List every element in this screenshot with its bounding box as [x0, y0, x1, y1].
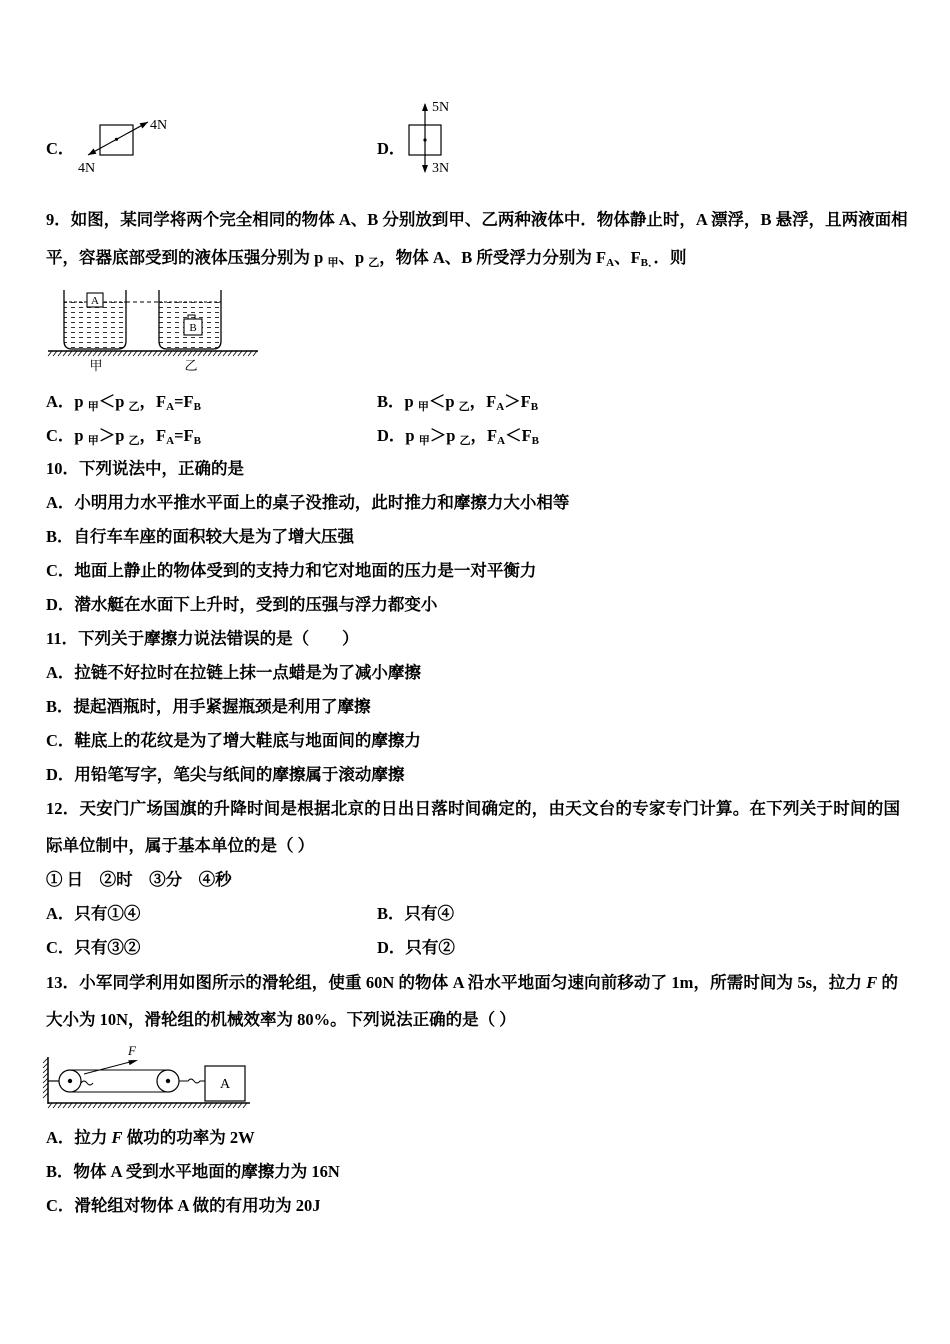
subscript: A — [166, 401, 175, 413]
q10-option-d: D．潜水艇在水面下上升时，受到的压强与浮力都变小 — [46, 595, 438, 614]
subscript: 乙 — [128, 435, 140, 447]
subscript: 乙 — [459, 435, 471, 447]
fixed-pulley-axle — [68, 1079, 72, 1083]
q8-option-c-force-diagram — [70, 112, 180, 178]
text-run: ，F — [470, 426, 498, 445]
subscript: 甲 — [87, 435, 99, 447]
q13-pulley-figure — [40, 1045, 255, 1109]
text-run: C．p — [46, 426, 88, 445]
q8-option-d-force-diagram — [395, 95, 465, 179]
arrowhead-down-icon — [422, 165, 428, 173]
q10-option-b: B．自行车车座的面积较大是为了增大压强 — [46, 527, 355, 546]
text-run: ，物体 A、B 所受浮力分别为 F — [379, 248, 607, 267]
q9-option-d — [377, 425, 539, 447]
q8-option-d-label: D． — [377, 139, 406, 158]
subscript: 乙 — [458, 401, 470, 413]
q11-option-c: C．鞋底上的花纹是为了增大鞋底与地面间的摩擦力 — [46, 731, 421, 750]
q12-option-a: A．只有①④ — [46, 904, 141, 923]
text-run: A．p — [46, 392, 88, 411]
force-label-up: 5N — [432, 100, 450, 115]
subscript: 甲 — [87, 401, 99, 413]
rope-hook — [81, 1081, 93, 1085]
arrowhead-lower-left-icon — [88, 149, 96, 156]
text-run: =F — [174, 392, 194, 411]
text-run: 做功的功率为 2W — [122, 1128, 255, 1147]
arrowhead-up-icon — [422, 103, 428, 111]
italic-variable: F — [866, 973, 878, 992]
q11-option-b: B．提起酒瓶时，用手紧握瓶颈是利用了摩擦 — [46, 697, 371, 716]
q13-option-c: C．滑轮组对物体 A 做的有用功为 20J — [46, 1196, 321, 1215]
subscript: A — [496, 401, 505, 413]
object-a-label: A — [219, 1077, 231, 1092]
text-run: ＜p — [428, 392, 459, 411]
text-run: ．则 — [653, 248, 687, 267]
subscript: B — [193, 401, 201, 413]
container-left-label: 甲 — [89, 358, 103, 373]
center-dot — [115, 138, 118, 141]
force-line — [88, 122, 148, 155]
force-label: F — [128, 1043, 136, 1058]
q12-option-d: D．只有② — [377, 938, 455, 957]
text-run: ＜F — [505, 426, 532, 445]
q13-stem-line-1 — [46, 972, 898, 994]
q8-option-c-label: C． — [46, 139, 75, 158]
subscript: A — [166, 435, 175, 447]
subscript: B． — [640, 257, 654, 269]
subscript: B — [531, 435, 540, 447]
q12-option-b: B．只有④ — [377, 904, 455, 923]
text-run: 、F — [614, 248, 641, 267]
q9-stem-line-1: 9．如图，某同学将两个完全相同的物体 A、B 分别放到甲、乙两种液体中．物体静止时，A 漂浮，B 悬浮，且两液面相 — [46, 210, 908, 229]
q9-stem-line-2 — [46, 247, 687, 269]
italic-variable: F — [111, 1128, 123, 1147]
text-run: 平，容器底部受到的液体压强分别为 p — [46, 248, 328, 267]
force-arrowhead-icon — [128, 1060, 138, 1065]
pull-rope — [84, 1062, 132, 1075]
force-label-down: 3N — [432, 161, 450, 176]
text-run: ，F — [469, 392, 497, 411]
subscript: 乙 — [128, 401, 140, 413]
q9-option-a — [46, 391, 201, 413]
text-run: 、p — [338, 248, 369, 267]
object-b-label: B — [189, 322, 197, 334]
q9-beakers-figure — [46, 285, 261, 377]
subscript: 甲 — [417, 401, 429, 413]
q11-option-d: D．用铅笔写字，笔尖与纸间的摩擦属于滚动摩擦 — [46, 765, 405, 784]
subscript: A — [606, 257, 615, 269]
q11-option-a: A．拉链不好拉时在拉链上抹一点蜡是为了减小摩擦 — [46, 663, 421, 682]
subscript: B — [530, 401, 539, 413]
q12-stem-line-1: 12．天安门广场国旗的升降时间是根据北京的日出日落时间确定的，由天文台的专家专门计算。在下列关于时间的国 — [46, 799, 900, 818]
container-right-label: 乙 — [184, 358, 198, 373]
text-run: ＞p — [429, 426, 460, 445]
text-run: A．拉力 — [46, 1128, 112, 1147]
subscript: A — [497, 435, 506, 447]
text-run: ，F — [139, 392, 167, 411]
arrowhead-upper-right-icon — [140, 122, 148, 129]
q10-option-a: A．小明用力水平推水平面上的桌子没推动，此时推力和摩擦力大小相等 — [46, 493, 570, 512]
text-run: ＜p — [98, 392, 129, 411]
text-run: =F — [174, 426, 194, 445]
text-run: ，F — [139, 426, 167, 445]
q9-option-c — [46, 425, 201, 447]
text-run: D．p — [377, 426, 419, 445]
text-run: 的 — [877, 973, 899, 992]
q13-option-a — [46, 1127, 255, 1149]
subscript: 乙 — [368, 257, 380, 269]
object-connector — [179, 1079, 205, 1083]
force-label-upper: 4N — [150, 118, 168, 133]
text-run: B．p — [377, 392, 418, 411]
q11-stem: 11．下列关于摩擦力说法错误的是（ ） — [46, 629, 359, 648]
q13-stem-line-2: 大小为 10N，滑轮组的机械效率为 80%。下列说法正确的是（ ） — [46, 1010, 516, 1029]
q13-option-b: B．物体 A 受到水平地面的摩擦力为 16N — [46, 1162, 340, 1181]
q10-stem: 10．下列说法中，正确的是 — [46, 459, 244, 478]
q9-option-b — [377, 391, 538, 413]
q12-items: ① 日 ②时 ③分 ④秒 — [46, 870, 232, 889]
q12-stem-line-2: 际单位制中，属于基本单位的是（ ） — [46, 836, 315, 855]
text-run: 13．小军同学利用如图所示的滑轮组，使重 60N 的物体 A 沿水平地面匀速向前移动了 1m，所需时间为 5s，拉力 — [46, 973, 867, 992]
subscript: 甲 — [327, 257, 339, 269]
subscript: B — [193, 435, 201, 447]
force-label-lower: 4N — [78, 161, 96, 176]
subscript: 甲 — [418, 435, 430, 447]
q12-option-c: C．只有③② — [46, 938, 141, 957]
movable-pulley-axle — [166, 1079, 170, 1083]
object-a-label: A — [91, 295, 99, 307]
center-dot — [423, 138, 426, 141]
text-run: ＞p — [98, 426, 129, 445]
liquid-left — [64, 302, 126, 349]
text-run: ＞F — [504, 392, 531, 411]
q10-option-c: C．地面上静止的物体受到的支持力和它对地面的压力是一对平衡力 — [46, 561, 537, 580]
